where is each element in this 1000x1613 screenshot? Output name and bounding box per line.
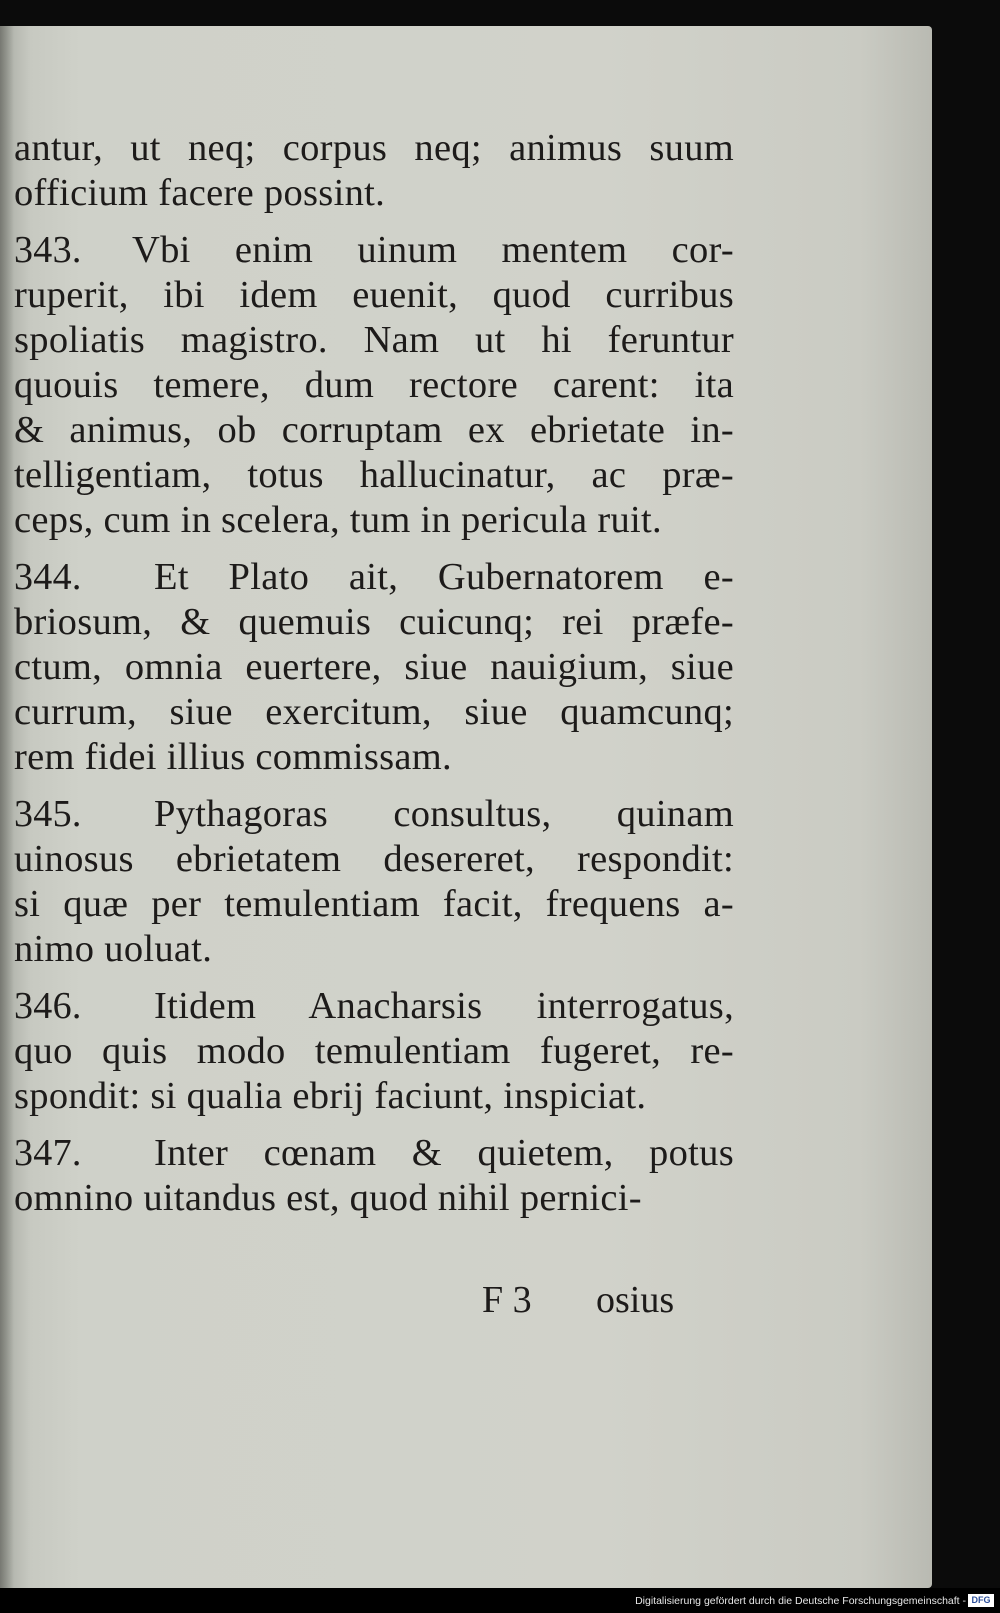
text-line — [14, 171, 734, 216]
line-text: spondit: si qualia ebrij faciunt, inspiciat. — [14, 1075, 647, 1117]
line-text: briosum, & quemuis cuicunq; rei præfe- — [14, 601, 734, 643]
line-text: nimo uoluat. — [14, 928, 213, 970]
line-text: ceps, cum in scelera, tum in pericula ruit. — [14, 499, 662, 541]
gutter-shadow — [0, 26, 14, 1588]
paragraph — [14, 1131, 734, 1221]
page-text — [14, 126, 734, 1221]
line-text: spoliatis magistro. Nam ut hi feruntur — [14, 319, 734, 361]
text-line — [14, 984, 734, 1029]
line-text: Pythagoras consultus, quinam — [154, 793, 734, 835]
paragraph-number: 347. — [14, 1132, 82, 1174]
catchword: osius — [596, 1279, 675, 1321]
text-line — [14, 126, 734, 171]
line-text: rem fidei illius commissam. — [14, 736, 452, 778]
line-text: ruperit, ibi idem euenit, quod curribus — [14, 274, 734, 316]
line-text: Inter cœnam & quietem, potus — [154, 1132, 734, 1174]
paragraph — [14, 126, 734, 216]
text-line — [14, 555, 734, 600]
text-line — [14, 600, 734, 645]
dfg-logo: DFG — [968, 1594, 994, 1607]
line-text: quouis temere, dum rectore carent: ita — [14, 364, 734, 406]
text-line — [14, 498, 734, 543]
paragraph — [14, 228, 734, 543]
line-text: Itidem Anacharsis interrogatus, — [154, 985, 734, 1027]
paragraph-number: 345. — [14, 793, 82, 835]
paragraph — [14, 555, 734, 780]
paragraph — [14, 984, 734, 1119]
text-line — [14, 1176, 734, 1221]
line-text: quo quis modo temulentiam fugeret, re- — [14, 1030, 734, 1072]
text-line — [14, 1131, 734, 1176]
line-text: ctum, omnia euertere, siue nauigium, siue — [14, 646, 734, 688]
text-line — [14, 318, 734, 363]
bleed-through-mark — [740, 196, 880, 286]
text-line — [14, 837, 734, 882]
line-text: Et Plato ait, Gubernatorem e- — [154, 556, 734, 598]
line-text: telligentiam, totus hallucinatur, ac præ- — [14, 454, 734, 496]
line-text: Vbi enim uinum mentem cor- — [132, 229, 734, 271]
text-line — [14, 228, 734, 273]
line-text: si quæ per temulentiam facit, frequens a- — [14, 883, 734, 925]
paragraph-number: 346. — [14, 985, 82, 1027]
text-line — [14, 645, 734, 690]
footer-credit: Digitalisierung gefördert durch die Deutsche Forschungsgemeinschaft - — [635, 1595, 966, 1607]
paragraph-number: 344. — [14, 556, 82, 598]
footer-bar — [0, 1588, 1000, 1613]
line-text: officium facere possint. — [14, 172, 386, 214]
text-line — [14, 453, 734, 498]
text-line — [14, 273, 734, 318]
line-text: omnino uitandus est, quod nihil pernici- — [14, 1177, 642, 1219]
line-text: antur, ut neq; corpus neq; animus suum — [14, 127, 734, 169]
text-line — [14, 408, 734, 453]
line-text: currum, siue exercitum, siue quamcunq; — [14, 691, 734, 733]
text-line — [14, 735, 734, 780]
text-line — [14, 792, 734, 837]
paragraph — [14, 792, 734, 972]
text-line — [14, 690, 734, 735]
text-line — [14, 927, 734, 972]
line-text: & animus, ob corruptam ex ebrietate in- — [14, 409, 734, 451]
text-line — [14, 363, 734, 408]
paragraph-number: 343. — [14, 229, 82, 271]
text-line — [14, 1029, 734, 1074]
text-line — [14, 1074, 734, 1119]
line-text: uinosus ebrietatem desereret, respondit: — [14, 838, 734, 880]
text-line — [14, 882, 734, 927]
book-page — [0, 26, 932, 1588]
signature-mark: F 3 — [482, 1279, 532, 1321]
